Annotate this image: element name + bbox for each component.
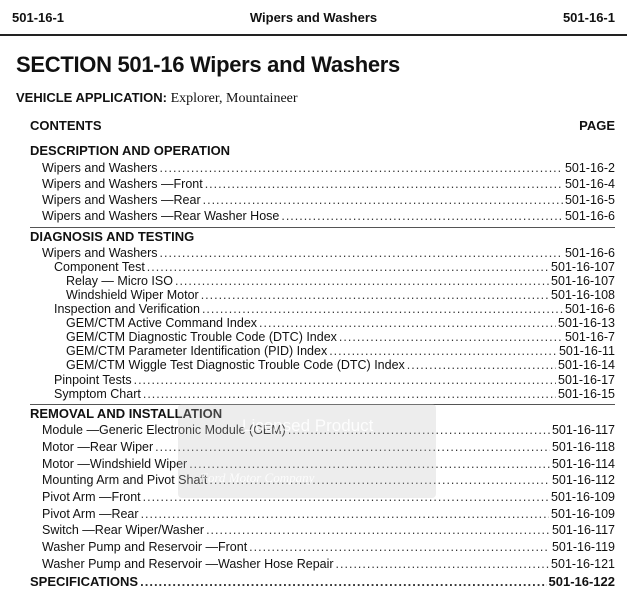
toc-entry-title: Wipers and Washers: [42, 161, 158, 175]
toc-leader-dots: [160, 161, 563, 176]
toc-entry[interactable]: [66, 330, 615, 345]
toc-leader-dots: [141, 507, 549, 522]
toc-entry[interactable]: [54, 373, 615, 388]
vehicle-application-value: Explorer, Mountaineer: [170, 91, 298, 106]
toc-entry-page: 501-16-117: [551, 423, 615, 437]
toc-entry-title: GEM/CTM Active Command Index: [66, 316, 258, 330]
toc-entry[interactable]: [42, 557, 615, 572]
toc-leader-dots: [134, 373, 556, 388]
toc-leader-dots: [259, 316, 556, 331]
toc-entry[interactable]: [66, 344, 615, 359]
toc-leader-dots: [205, 177, 563, 192]
toc-leader-dots: [336, 557, 550, 572]
toc-entry-page: 501-16-107: [551, 260, 615, 274]
toc-leader-dots: [143, 387, 556, 402]
toc-entry-page: 501-16-6: [564, 302, 615, 316]
vehicle-application: [16, 90, 298, 107]
toc-entry-page: 501-16-118: [551, 440, 615, 454]
toc-entry-title: Motor —Rear Wiper: [42, 440, 154, 454]
toc-entry[interactable]: [42, 193, 615, 208]
toc-entry-page: 501-16-119: [551, 540, 615, 554]
toc-entry-title: Mounting Arm and Pivot Shaft: [42, 473, 208, 487]
toc-entry[interactable]: [66, 288, 615, 303]
watermark: [178, 404, 436, 498]
toc-entry-page: 501-16-11: [558, 344, 615, 358]
toc-entry[interactable]: [42, 161, 615, 176]
toc-entry-title: Component Test: [54, 260, 145, 274]
toc-leader-dots: [206, 523, 550, 538]
toc-entry-page: 501-16-112: [551, 473, 615, 487]
toc-entry-page: 501-16-13: [558, 316, 615, 330]
toc-entry-page: 501-16-17: [558, 373, 615, 387]
toc-leader-dots: [281, 209, 563, 224]
toc-entry-page: 501-16-6: [564, 209, 615, 223]
toc-entry-title: Washer Pump and Reservoir —Front: [42, 540, 248, 554]
toc-entry-page: 501-16-4: [564, 177, 615, 191]
toc-entry-page: 501-16-108: [551, 288, 615, 302]
toc-entry[interactable]: [42, 246, 615, 261]
toc-entry[interactable]: [42, 507, 615, 522]
toc-entry-title: Pinpoint Tests: [54, 373, 132, 387]
toc-entry[interactable]: [66, 274, 615, 289]
toc-leader-dots: [249, 540, 550, 555]
watermark-line1: Licensed Product: [242, 416, 374, 435]
header-title: Wipers and Washers: [249, 10, 378, 25]
toc-entry-page: 501-16-109: [551, 490, 615, 504]
page-column-heading: PAGE: [579, 118, 615, 133]
toc-leader-dots: [329, 344, 557, 359]
toc-entry[interactable]: [54, 302, 615, 317]
toc-entry-page: 501-16-121: [551, 557, 615, 571]
toc-entry-page: 501-16-109: [551, 507, 615, 521]
toc-leader-dots: [140, 574, 546, 589]
toc-entry-title: Module —Generic Electronic Module (GEM): [42, 423, 286, 437]
toc-entry-title: Motor —Windshield Wiper: [42, 457, 188, 471]
toc-leader-dots: [202, 302, 563, 317]
toc-entry-page: 501-16-15: [558, 387, 615, 401]
toc-entry-title: Pivot Arm —Rear: [42, 507, 139, 521]
toc-leader-dots: [160, 246, 563, 261]
toc-entry[interactable]: [54, 387, 615, 402]
toc-entry-page: 501-16-14: [558, 358, 615, 372]
toc-entry[interactable]: [42, 523, 615, 538]
toc-entry-page: 501-16-7: [564, 330, 615, 344]
toc-entry-title: Wipers and Washers —Rear Washer Hose: [42, 209, 280, 223]
toc-entry-page: 501-16-122: [548, 574, 615, 589]
toc-entry[interactable]: [66, 316, 615, 331]
toc-entry[interactable]: [42, 540, 615, 555]
toc-entry-title: Washer Pump and Reservoir —Washer Hose Repair: [42, 557, 334, 571]
toc-entry-title: GEM/CTM Parameter Identification (PID) Index: [66, 344, 328, 358]
toc-leader-dots: [339, 330, 563, 345]
toc-category-diagnosis: DIAGNOSIS AND TESTING: [30, 227, 615, 244]
toc-entry-title: Symptom Chart: [54, 387, 141, 401]
toc-entry-title: Switch —Rear Wiper/Washer: [42, 523, 205, 537]
toc-leader-dots: [201, 288, 549, 303]
section-title: SECTION 501-16 Wipers and Washers: [16, 52, 400, 77]
toc-entry-title: Windshield Wiper Motor: [66, 288, 199, 302]
page-header: [0, 0, 627, 36]
toc-entry-specifications[interactable]: [30, 574, 615, 589]
toc-entry-title: Wipers and Washers —Rear: [42, 193, 201, 207]
toc-entry-page: 501-16-117: [551, 523, 615, 537]
contents-heading: CONTENTS: [30, 118, 102, 133]
toc-entry-title: Wipers and Washers —Front: [42, 177, 203, 191]
toc-leader-dots: [203, 193, 563, 208]
toc-entry-title: Inspection and Verification: [54, 302, 200, 316]
toc-entry-title: GEM/CTM Wiggle Test Diagnostic Trouble Code (DTC) Index: [66, 358, 405, 372]
toc-entry-title: GEM/CTM Diagnostic Trouble Code (DTC) Index: [66, 330, 337, 344]
toc-entry-page: 501-16-6: [564, 246, 615, 260]
header-page-left: 501-16-1: [12, 10, 65, 25]
toc-entry-page: 501-16-107: [551, 274, 615, 288]
toc-category-removal: REMOVAL AND INSTALLATION: [30, 404, 615, 421]
toc-entry-page: 501-16-2: [564, 161, 615, 175]
toc-leader-dots: [407, 358, 556, 373]
toc-entry[interactable]: [42, 177, 615, 192]
toc-leader-dots: [175, 274, 549, 289]
header-page-right: 501-16-1: [562, 10, 615, 25]
toc-entry-title: Relay — Micro ISO: [66, 274, 173, 288]
toc-leader-dots: [147, 260, 549, 275]
toc-entry-page: 501-16-114: [551, 457, 615, 471]
toc-entry-title: Pivot Arm —Front: [42, 490, 141, 504]
toc-entry[interactable]: [54, 260, 615, 275]
toc-entry-title: Wipers and Washers: [42, 246, 158, 260]
toc-entry[interactable]: [66, 358, 615, 373]
toc-entry[interactable]: [42, 209, 615, 224]
watermark-line2: Ford Motor Company: [200, 470, 315, 485]
toc-entry-title: SPECIFICATIONS: [30, 574, 139, 589]
toc-entry-page: 501-16-5: [564, 193, 615, 207]
toc-category-description: DESCRIPTION AND OPERATION: [30, 143, 231, 158]
vehicle-application-label: VEHICLE APPLICATION:: [16, 90, 167, 105]
